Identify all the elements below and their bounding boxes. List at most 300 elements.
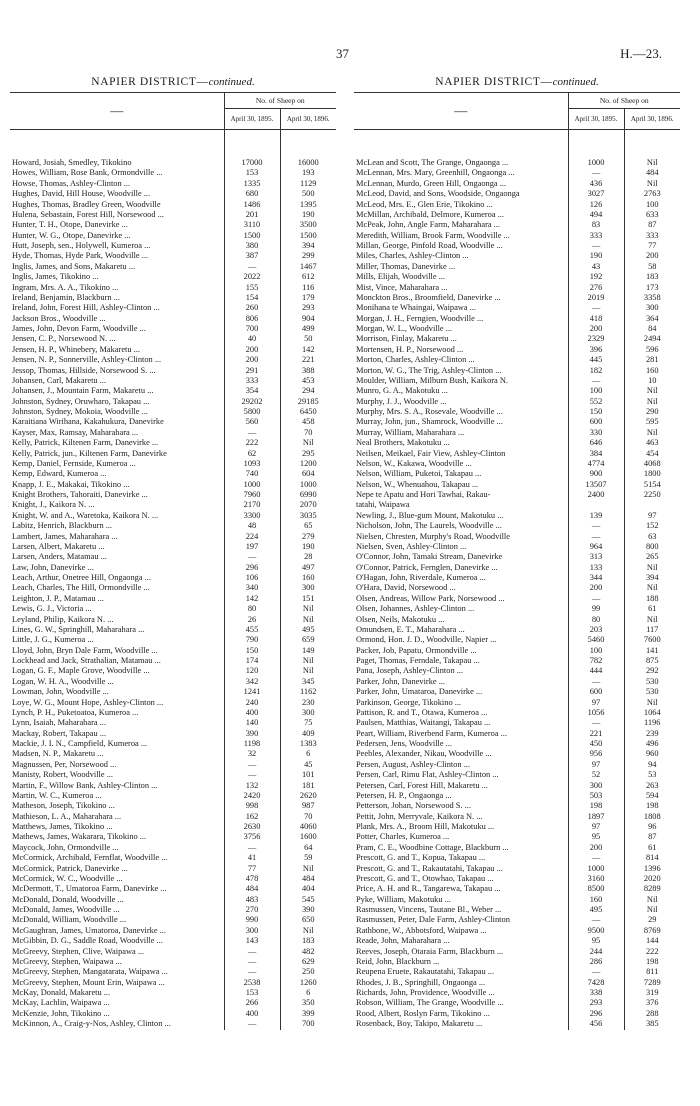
sheep-1896: Nil [624,158,680,168]
sheep-1895: 956 [568,749,624,759]
sheep-1895: 80 [568,615,624,625]
sheep-1896: 7600 [624,635,680,645]
owner-name: Olsen, Neils, Makotuku ... [356,614,445,624]
table-row [354,998,680,1008]
sheep-1896: Nil [624,895,680,905]
sheep-1895: 1486 [224,200,280,210]
table-row [354,967,680,977]
table-row [354,220,680,230]
table-row [10,646,336,656]
owner-name: Parker, John, Danevirke ... [356,676,445,686]
table-row [10,915,336,925]
sheep-1895: 224 [224,532,280,542]
table-row [10,594,336,604]
owner-name: Morgan, W. L., Woodville ... [356,324,453,333]
sheep-1895: 503 [568,791,624,801]
table-row [10,179,336,189]
sheep-1896: 295 [280,449,336,459]
owner-name: Murphy, Mrs. S. A., Rosevale, Woodville ... [356,407,503,416]
owner-name: McLean and Scott, The Grange, Ongaonga ... [356,158,509,167]
sheep-1895: 296 [224,563,280,573]
right-column [354,72,680,1030]
table-row [354,594,680,604]
sheep-1895: 4774 [568,459,624,469]
district-title-text: NAPIER DISTRICT— [91,76,209,88]
owner-name: Knight, J., Kaikora N. ... [12,500,95,510]
sheep-1895: 126 [568,200,624,210]
table-row [354,179,680,189]
table-row [354,947,680,957]
owner-name: Hyde, Thomas, Hyde Park, Woodville ... [12,251,149,261]
owner-name: Lynn, Isaiah, Maharahara ... [12,718,106,728]
table-row [10,397,336,407]
table-row [354,635,680,645]
owner-name: Magnussen, Per, Norsewood ... [12,759,117,769]
table-row [10,926,336,936]
sheep-1895: 43 [568,262,624,272]
sheep-1896: 265 [624,552,680,562]
owner-name: Maycock, John, Ormondville ... [12,842,119,852]
sheep-1895: 97 [568,822,624,832]
owner-name: Rhodes, J. B., Springhill, Ongaonga ... [356,977,486,987]
sheep-1896: 70 [280,428,336,438]
sheep-1896: 1064 [624,708,680,718]
table-row [354,251,680,261]
owner-name: Ormond, Hon. J. D., Woodville, Napier ... [356,635,497,645]
table-row [354,760,680,770]
owner-name: Plank, Mrs. A., Broom Hill, Makotuku ... [356,822,495,831]
sheep-1895: 5460 [568,635,624,645]
table-row [354,832,680,842]
sheep-1896: 4060 [280,822,336,832]
sheep-1896: 1129 [280,179,336,189]
sheep-1896: 2250 [624,490,680,500]
owner-name: Kelly, Patrick, jun., Kiltenen Farm, Danevirke [12,448,167,458]
sheep-1895: 2329 [568,334,624,344]
sheep-1896: 63 [624,532,680,542]
owner-name: Hutt, Joseph, sen., Holywell, Kumeroa ... [12,241,151,250]
table-row [10,801,336,811]
owner-name: Larsen, Anders, Matamau ... [12,552,107,562]
sheep-1896: 28 [280,552,336,562]
sheep-1895: 494 [568,210,624,220]
sheep-1895: 964 [568,542,624,552]
sheep-1895: 3160 [568,874,624,884]
sheep-1896: 2763 [624,189,680,199]
table-row [10,947,336,957]
owner-name: Leach, Arthur, Onetree Hill, Ongaonga ... [12,573,151,582]
owner-name: Persen, August, Ashley-Clinton ... [356,759,470,769]
sheep-1896: Nil [280,926,336,936]
table-row [354,770,680,780]
sheep-1896: 1467 [280,262,336,272]
sheep-1895: 150 [224,646,280,656]
owner-name: Lowman, John, Woodville ... [12,687,109,697]
table-row [354,376,680,386]
owner-name: McGreevy, Stephen, Mount Erin, Waipawa ... [12,977,165,987]
sheep-1896: 800 [624,542,680,552]
owner-name: Robson, William, The Grange, Woodville ... [356,998,504,1008]
district-title [10,72,336,92]
table-row [354,978,680,988]
sheep-1895: 97 [568,760,624,770]
owner-name: Johnston, Sydney, Oruwharo, Takapau ... [12,396,150,406]
owner-name: McDonald, James, Woodville ... [12,905,120,914]
owner-name: tatahi, Waipawa [356,500,410,510]
owner-name: McLeod, Mrs. E., Glen Erie, Tikokino ... [356,199,493,209]
sheep-1896: 1383 [280,739,336,749]
sheep-1896: 987 [280,801,336,811]
table-row [10,200,336,210]
sheep-1896: 1600 [280,832,336,842]
owner-name: Kelly, Patrick, Kiltenen Farm, Danevirke ... [12,438,159,448]
sheep-1896: 96 [624,822,680,832]
owner-name: Johnston, Sydney, Mokoia, Woodville ... [12,407,148,416]
sheep-1895: 182 [568,366,624,376]
table-row [10,469,336,479]
owner-name: Prescott, G. and T., Kopua, Takapau ... [356,853,486,863]
table-row [10,760,336,770]
sheep-1896: 5154 [624,480,680,490]
sheep-1895: 291 [224,366,280,376]
owner-name: Prescott, G. and T., Rakautatahi, Takapau ... [356,863,503,873]
sheep-1895: 790 [224,635,280,645]
sheep-1895: 286 [568,957,624,967]
sheep-1896: 45 [280,760,336,770]
sheep-count-header: No. of Sheep on [568,93,680,109]
owner-name: Rosenback, Boy, Takipo, Makaretu ... [356,1019,483,1029]
owner-name: McDonald, Donald, Woodville ... [12,894,124,904]
sheep-1896: 300 [280,583,336,593]
table-row [354,625,680,635]
table-row [10,615,336,625]
owner-name: Parkinson, George, Tikokino ... [356,697,462,707]
owner-name: Matthews, James, Tikokino ... [12,822,113,831]
sheep-1896: 300 [280,708,336,718]
owner-name: McKay, Donald, Makaretu ... [12,988,111,997]
table-row [354,781,680,791]
sheep-1895: 444 [568,666,624,676]
table-row [10,324,336,334]
sheep-1896: 530 [624,687,680,697]
owner-name: Reid, John, Blackburn ... [356,956,440,966]
sheep-1896: 388 [280,366,336,376]
owner-name: Logan, G. F., Maple Grove, Woodville ... [12,666,150,676]
owner-name: Lambert, James, Maharahara ... [12,531,118,541]
owner-name: Leach, Charles, The Hill, Ormondville ... [12,583,150,593]
owner-name: Newling, J., Blue-gum Mount, Makotuku ... [356,510,504,520]
table-row [354,915,680,925]
owner-name: Mackie, J. I. N., Campfield, Kumeroa ... [12,739,148,748]
table-row [354,200,680,210]
sheep-1895: 197 [224,542,280,552]
sheep-1896: 499 [280,324,336,334]
sheep-1896: 144 [624,936,680,946]
owner-name: McLennan, Murdo, Green Hill, Ongaonga ... [356,178,507,188]
sheep-1896: 188 [624,594,680,604]
owner-name: Reade, John, Maharahara ... [356,936,450,946]
sheep-1896: Nil [624,397,680,407]
sheep-1895: 240 [224,698,280,708]
sheep-1896: 496 [624,739,680,749]
table-row [354,1009,680,1019]
table-row [354,583,680,593]
sheep-1896: 3500 [280,220,336,230]
sheep-1895: 2170 [224,500,280,510]
owner-name: Law, John, Danevirke ... [12,562,94,572]
page-number: 37 [336,46,349,61]
sheep-1896: 222 [624,947,680,957]
owner-name: Prescott, G. and T., Otowhao, Takapau ... [356,873,494,883]
table-row [10,625,336,635]
owner-name: McGreevy, Stephen, Waipawa ... [12,956,122,966]
sheep-1895: 313 [568,552,624,562]
table-row [354,345,680,355]
sheep-1895: 3756 [224,832,280,842]
sheep-1895: 52 [568,770,624,780]
sheep-1895: 990 [224,915,280,925]
sheep-1896: 364 [624,314,680,324]
sheep-1896: 595 [624,417,680,427]
sheep-1896: Nil [280,864,336,874]
sheep-1895: 998 [224,801,280,811]
sheep-1896: 87 [624,832,680,842]
owner-name: Olsen, Andreas, Willow Park, Norsewood ... [356,593,505,603]
sheep-1895: 200 [568,324,624,334]
table-row [354,573,680,583]
document-code: H.—23. [620,46,662,61]
sheep-1895: 266 [224,998,280,1008]
sheep-1895: 387 [224,251,280,261]
sheep-1895: — [568,718,624,728]
table-row [10,251,336,261]
sheep-1895: 3300 [224,511,280,521]
sheep-1895: 155 [224,283,280,293]
owner-name: O'Hara, David, Norsewood ... [356,583,456,593]
sheep-1895: 17000 [224,158,280,168]
owner-name: Neal Brothers, Makotuku ... [356,438,450,448]
table-row [354,905,680,915]
sheep-1896: 1200 [280,459,336,469]
sheep-1896: 288 [624,1009,680,1019]
table-row [354,646,680,656]
owner-name: Rasmussen, Vincens, Tautane Bl., Weber ... [356,905,502,914]
sheep-1895: 120 [224,666,280,676]
sheep-1895: 1241 [224,687,280,697]
sheep-1896: 193 [280,168,336,178]
sheep-count-header: No. of Sheep on [224,93,336,109]
owner-name: Nelson, W., Kakawa, Woodville ... [356,458,472,468]
sheep-1896: 230 [280,698,336,708]
sheep-1896: Nil [280,604,336,614]
sheep-1896: 333 [624,231,680,241]
sheep-1896: 53 [624,770,680,780]
owner-name: O'Connor, Patrick, Fernglen, Danevirke ... [356,562,498,572]
table-row [10,978,336,988]
sheep-1895: — [568,853,624,863]
table-row [354,822,680,832]
table-row [354,231,680,241]
owner-name: Johansen, Carl, Makaretu ... [12,375,106,385]
district-title-continued: continued. [208,76,255,88]
table-row [354,210,680,220]
table-row [10,666,336,676]
sheep-1895: 455 [224,625,280,635]
table-row [354,936,680,946]
sheep-1895: — [568,241,624,251]
table-row [354,739,680,749]
sheep-1896: Nil [624,428,680,438]
owner-name: Pettit, John, Merryvale, Kaikora N. ... [356,811,483,821]
table-row [354,407,680,417]
table-row [354,801,680,811]
owner-name: Peart, William, Riverbend Farm, Kumeroa ... [356,728,507,738]
sheep-1896: 484 [280,874,336,884]
sheep-1896: 16000 [280,158,336,168]
sheep-1895: 198 [568,801,624,811]
sheep-1895: 296 [568,1009,624,1019]
owner-name: Millan, George, Pinfold Road, Woodville ... [356,241,503,250]
table-row [10,189,336,199]
owner-name: Loye, W. G., Mount Hope, Ashley-Clinton ... [12,697,164,707]
table-row [10,853,336,863]
sheep-1895: — [224,967,280,977]
owner-name: Kemp, Edward, Kumeroa ... [12,469,107,479]
table-row [354,615,680,625]
sheep-1895: 1056 [568,708,624,718]
owner-name: Jensen, H. P., Whinebery, Makaretu ... [12,344,140,354]
owner-name: Jensen, C. P., Norsewood N. ... [12,334,116,344]
sheep-1895: 221 [568,729,624,739]
sheep-1895: — [568,915,624,925]
owner-name: Little, J. G., Kumeroa ... [12,635,94,645]
sheep-1896: 1396 [624,864,680,874]
table-row [10,438,336,448]
sheep-1896: 458 [280,417,336,427]
sheep-1896: 3035 [280,511,336,521]
owner-name: Knight Brothers, Tahoraiti, Danevirke ... [12,490,148,499]
sheep-1896: 1395 [280,200,336,210]
owner-name: Knapp, J. E., Makakai, Tikokino ... [12,479,130,489]
table-row [10,542,336,552]
table-row [10,822,336,832]
table-row [354,241,680,251]
sheep-1895: 560 [224,417,280,427]
table-row [10,770,336,780]
owner-name: Inglis, James, Tikokino ... [12,272,99,282]
table-row [10,376,336,386]
owner-name: Rasmussen, Peter, Dale Farm, Ashley-Clinton [356,915,510,925]
sheep-1895: 418 [568,314,624,324]
table-row [10,832,336,842]
sheep-1895: 600 [568,417,624,427]
owner-name: Nicholson, John, The Laurels, Woodville ... [356,521,502,531]
sheep-1895: 495 [568,905,624,915]
sheep-1895: 100 [568,386,624,396]
sheep-1895: 1000 [568,158,624,168]
table-row [354,262,680,272]
owner-name: Howard, Josiah, Smedley, Tikokino [12,158,132,167]
owner-name: Nelson, W., Whenuahou, Takapau ... [356,479,479,489]
owner-name: McGibbin, D. G., Saddle Road, Woodville ... [12,936,163,946]
table-row [354,708,680,718]
table-row [10,988,336,998]
sheep-1895: 1000 [224,480,280,490]
sheep-1895: 450 [568,739,624,749]
owner-name: Pram, C. E., Woodbine Cottage, Blackburn ... [356,842,509,852]
table-row [354,864,680,874]
sheep-1896: 409 [280,729,336,739]
sheep-1896: 160 [280,573,336,583]
owner-name: Mortensen, H. P., Norsewood ... [356,344,464,354]
sheep-1896: 198 [624,801,680,811]
table-row [10,283,336,293]
table-row [10,781,336,791]
sheep-1896: 61 [624,604,680,614]
sheep-1896: 10 [624,376,680,386]
owner-name: Howes, William, Rose Bank, Ormondville ... [12,168,163,178]
sheep-1895: 190 [568,251,624,261]
sheep-1896: 482 [280,947,336,957]
sheep-1896: 500 [280,189,336,199]
table-row [354,449,680,459]
sheep-table [10,92,336,1030]
sheep-1896: Nil [624,179,680,189]
sheep-1895: — [568,168,624,178]
owner-name: Meredith, William, Brook Farm, Woodville ... [356,230,510,240]
sheep-1896: 1808 [624,812,680,822]
sheep-1896: 152 [624,521,680,531]
table-row [354,843,680,853]
table-row [354,386,680,396]
table-row [354,563,680,573]
owner-name: Mills, Elijah, Woodville ... [356,272,445,282]
sheep-1896: 281 [624,355,680,365]
table-row [10,490,336,500]
sheep-1895: 150 [568,407,624,417]
table-row [10,262,336,272]
year-1895-header: April 30, 1895. [224,109,280,130]
table-row [354,500,680,510]
owner-name: McGreevy, Stephen, Clive, Waipawa ... [12,946,145,956]
sheep-1896: Nil [624,905,680,915]
left-column [10,72,336,1030]
sheep-1895: — [224,957,280,967]
sheep-1896: 495 [280,625,336,635]
sheep-1895: 143 [224,936,280,946]
sheep-1896: 1800 [624,469,680,479]
table-row [354,283,680,293]
sheep-1896: Nil [280,615,336,625]
sheep-1896: 633 [624,210,680,220]
sheep-1895: 132 [224,781,280,791]
table-row [10,884,336,894]
table-row [354,895,680,905]
table-row [10,791,336,801]
owner-name: Miles, Charles, Ashley-Clinton ... [356,251,469,261]
table-row [10,1009,336,1019]
sheep-1896: 875 [624,656,680,666]
district-title-text: NAPIER DISTRICT— [435,76,553,88]
sheep-1895: 390 [224,729,280,739]
table-row [354,293,680,303]
table-row [10,334,336,344]
owner-name: Mist, Vince, Maharahara ... [356,282,448,292]
sheep-table [354,92,680,1030]
owner-name: Rood, Albert, Roslyn Farm, Tikokino ... [356,1008,490,1018]
table-row [10,407,336,417]
sheep-1896: 101 [280,770,336,780]
